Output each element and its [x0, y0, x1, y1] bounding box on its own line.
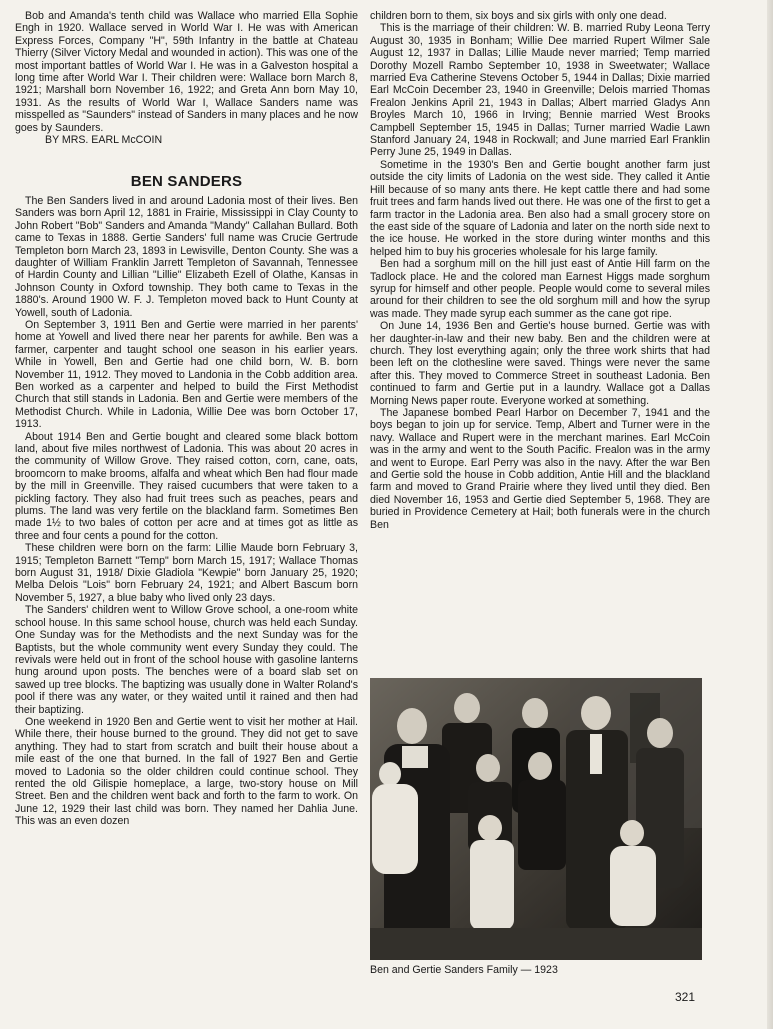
article-paragraph: One weekend in 1920 Ben and Gertie went to visit her mother at Hail. While there, their house burned to the ground. They did not get to save anything. They had to start from scratch and built their house about a mile east of the one that burned. In the fall of 1927 Ben and Gertie moved to Ladonia so the older children could continue school. They rented the old Gilispie homeplace, a large, two-story house on Mill Street. Ben and the children went back and forth to the farm to work. On June 12, 1929 their last child was born. They named her Dahlia June. This was an even dozen — [15, 715, 358, 828]
article-paragraph: This is the marriage of their children: W. B. married Ruby Leona Terry August 30, 1935 in Bonham; Willie Dee married Rupert Wilmer Sale August 12, 1937 in Dallas; Lillie Maude never married; Temp married Dorothy Mozell Rambo September 10, 1938 in Sweetwater; Wallace married Eva Catherine Stevens October 5, 1944 in Dallas; Dixie married Earl McCoin December 23, 1940 in Greenville; Delois married Thomas Frealon Jenkins April 21, 1943 in Dallas; Albert married Gladys Ann Broyles March 10, 1966 in Irving; Bennie married West Brooks Campbell September 15, 1945 in Dallas; Turner married Wadie Lawn Stanford January 24, 1948 in Rockwall; and June married Earl Franklin Perry June 25, 1949 in Dallas. — [370, 22, 710, 159]
photo-caption: Ben and Gertie Sanders Family — 1923 — [370, 964, 558, 976]
family-portrait-photo — [370, 678, 702, 960]
section-title: BEN SANDERS — [130, 173, 243, 191]
intro-byline: BY MRS. EARL McCOIN — [45, 134, 163, 147]
article-paragraph: children born to them, six boys and six girls with only one dead. — [370, 10, 667, 22]
photo-image — [370, 678, 702, 960]
article-paragraph: Ben had a sorghum mill on the hill just east of Antie Hill farm on the Tadlock place. He and the colored man Earnest Higgs made sorghum syrup for himself and other people. People would come to several miles around for their children to see the old sorghum mill and how the syrup was made. They made syrup each summer as the cane got ripe. — [370, 258, 710, 320]
article-paragraph: The Sanders' children went to Willow Grove school, a one-room white school house. In this same school house, church was held each Sunday. One Sunday was for the Methodists and the next Sunday was for the Baptists, but the whole community went every Sunday they could. The revivals were held out in front of the school house with gasoline lanterns hung around upon posts. The benches were of a board slab set on sawed up tree blocks. The baptizing was usually done in Walter Roland's pool if there was any water, or they waited until it rained and then had their baptizing. — [15, 604, 358, 716]
article-paragraph: These children were born on the farm: Lillie Maude born February 3, 1915; Templeton Barnett "Temp" born March 15, 1917; Wallace Thomas born August 31, 1918/ Dixie Gladiola "Kewpie" born January 25, 1920; Melba Delois "Lois" born February 24, 1921; and Albert Bascum born November 5, 1927, a blue baby who lived only 23 days. — [15, 542, 358, 604]
right-column — [370, 10, 710, 531]
article-paragraph: Sometime in the 1930's Ben and Gertie bought another farm just outside the city limits of Ladonia on the west side. They called it Antie Hill because of so many ants there. He kept cattle there and had some fruit trees and farm hands lived out there. He was one of the first to get a farm tractor in the Ladonia area. Ben also had a small grocery store on the east side of the square of Ladonia and later on the north side next to the ice house. He worked in the store during winter months and this helped him to buy his groceries wholesale for his large family. — [370, 158, 710, 258]
left-column — [15, 10, 358, 828]
page-number: 321 — [675, 990, 696, 1004]
article-paragraph: On September 3, 1911 Ben and Gertie were married in her parents' home at Yowell and lived there near her parents for awhile. Ben was a farmer, carpenter and taught school one season in his earlier years. While in Yowell, Ben and Gertie had one child born, W. B. born November 11, 1912. They moved to Landonia in the Cobb addition area. Ben worked as a carpenter and helped to build the First Methodist Church that still stands in Ladonia. Ben and Gertie were members of the Methodist Church. While in Ladonia, Willie Dee was born October 17, 1913. — [15, 318, 358, 431]
article-paragraph: The Ben Sanders lived in and around Ladonia most of their lives. Ben Sanders was born April 12, 1881 in Frairie, Mississippi in Clay County to John Robert "Bob" Sanders and Amanda "Mandy" Callahan Bullard. Both came to Texas in 1888. Gertie Sanders' full name was Crucie Gertrude Templeton born March 23, 1893 in Lewisville, Denton County. She was a daughter of William Franklin Jarrett Templeton of Savannah, Tennessee of Hardin County and Lillian "Lillie" Elizabeth Ezell of Olathe, Kansas in Johnson County in Oxford township. They both came to Texas in the 1880's. Around 1900 W. F. J. Templeton moved back to Hunt County at Yowell, south of Ladonia. — [15, 194, 358, 319]
page-edge — [767, 0, 773, 1029]
article-paragraph: The Japanese bombed Pearl Harbor on December 7, 1941 and the boys began to join up for service. Temp, Albert and Turner were in the navy. Wallace and Rupert were in the merchant marines. Earl McCoin was in the army and went to the South Pacific. Frealon was in the army and went to Europe. Earl Perry was also in the navy. After the war Ben and Gertie sold the house in Cobb addition, Antie Hill and the blackland farm and moved to Grand Prairie where they lived until they died. Ben died November 16, 1953 and Gertie died September 5, 1968. They are buried in Providence Cemetery at Hail; both funerals were in the church Ben — [370, 407, 710, 531]
article-paragraph: On June 14, 1936 Ben and Gertie's house burned. Gertie was with her daughter-in-law and their new baby. Ben and the children were at church. They lost everything again; only the three work shirts that had been left on the clothesline were saved. Things were never the same after this. They moved to Commerce Street in southeast Ladonia. Ben continued to farm and Gertie put in a laundry. Wallace got a Dallas Morning News paper route. Everyone worked at something. — [370, 320, 710, 407]
article-paragraph: About 1914 Ben and Gertie bought and cleared some black bottom land, about five miles northwest of Ladonia. This was about 20 acres in the community of Willow Grove. They raised cotton, corn, cane, oats, broomcorn to make brooms, alfalfa and wheat which Ben had flour made by the mill in Greenville. They raised cucumbers that were taken to a pickling factory. They also had fruit trees such as peaches, pears and plums. The land was very fertile on the blackland farm. Sometimes Ben made 1½ to two bales of cotton per acre and at times got as little as three and four cents a pound for the cotton. — [15, 430, 358, 542]
intro-paragraph: Bob and Amanda's tenth child was Wallace who married Ella Sophie Engh in 1920. Wallace served in World War I. He was with American Express Forces, Company "H", 59th Infantry in the battle at Chateau Thierry (Silver Victory Medal and wounded in action). This was one of the most important battles of World War I. He was in a Galveston hospital a long time after World War I. Their children were: Wallace born March 8, 1921; Marshall born November 16, 1922; and Greta Ann born May 10, 1931. As the results of World War I, Wallace Sanders name was misspelled as "Saunders" instead of Sanders in many places and he now goes by Saunders. — [15, 10, 358, 134]
